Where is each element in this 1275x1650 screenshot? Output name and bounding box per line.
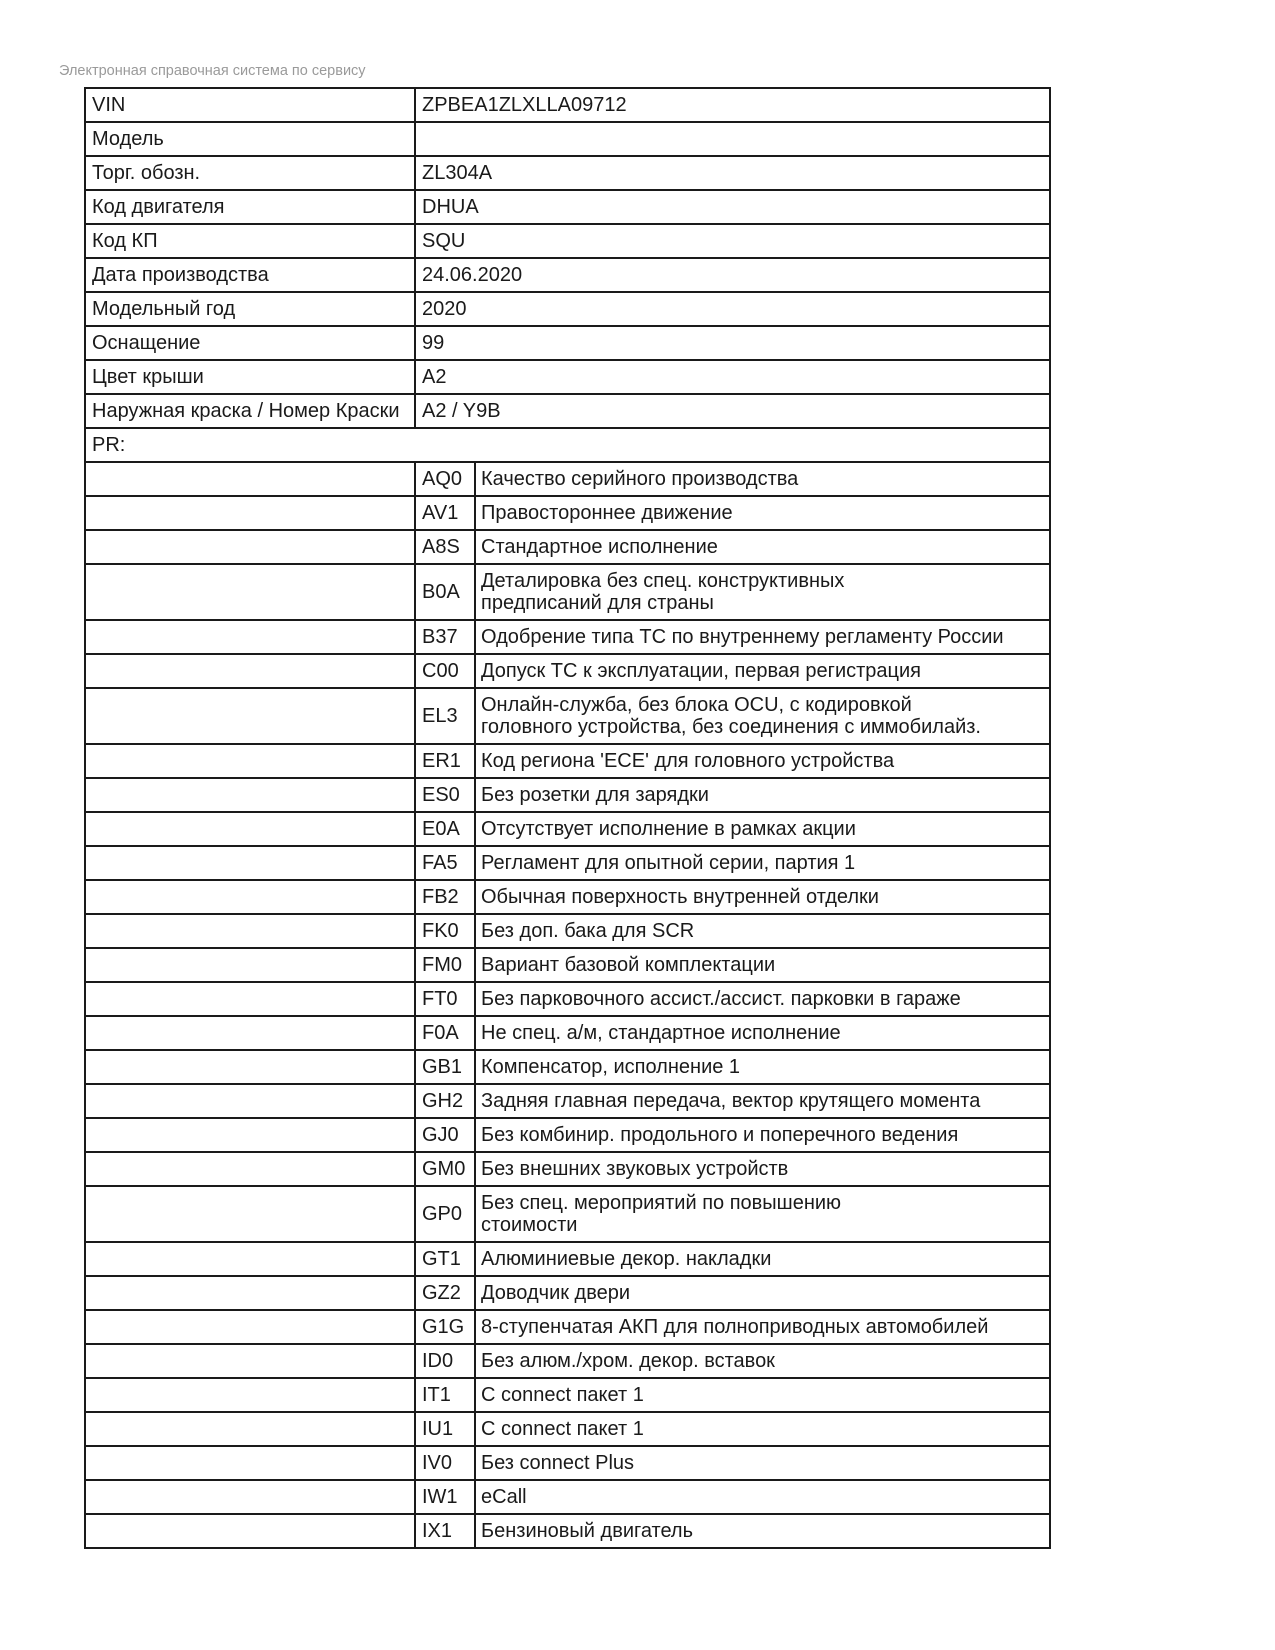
spec-table-body [85,88,1050,1548]
pr-code-row [85,1242,1050,1276]
pr-description-line: Не спец. а/м, стандартное исполнение [481,1022,841,1044]
pr-description [475,846,1050,880]
pr-description-line: Деталировка без спец. конструктивных [481,570,845,592]
pr-code-row [85,948,1050,982]
pr-code-row [85,914,1050,948]
pr-empty-cell [85,1276,415,1310]
pr-empty-cell [85,1016,415,1050]
pr-empty-cell [85,1242,415,1276]
pr-description-line: Обычная поверхность внутренней отделки [481,886,879,908]
pr-description [475,744,1050,778]
pr-empty-cell [85,1412,415,1446]
pr-empty-cell [85,530,415,564]
info-label: Дата производства [85,258,415,292]
pr-description [475,1412,1050,1446]
info-value: A2 / Y9B [415,394,1050,428]
pr-code-row [85,688,1050,744]
pr-empty-cell [85,982,415,1016]
pr-description-line: Без connect Plus [481,1452,635,1474]
pr-description-line: головного устройства, без соединения с иммобилайз. [481,716,981,738]
pr-code-row [85,1378,1050,1412]
info-row [85,292,1050,326]
pr-empty-cell [85,1050,415,1084]
pr-code-row [85,846,1050,880]
pr-description-line: Код региона 'ECE' для головного устройства [481,750,895,772]
info-row [85,258,1050,292]
pr-label: PR: [85,428,1050,462]
pr-empty-cell [85,496,415,530]
info-label: Модельный год [85,292,415,326]
pr-empty-cell [85,1310,415,1344]
pr-description [475,914,1050,948]
pr-empty-cell [85,1378,415,1412]
pr-description [475,1378,1050,1412]
pr-empty-cell [85,1152,415,1186]
pr-description-line: Качество серийного производства [481,468,799,490]
pr-code: GM0 [415,1152,475,1186]
pr-description-line: Без парковочного ассист./ассист. парковки в гараже [481,988,961,1010]
info-row [85,156,1050,190]
pr-code-row [85,1050,1050,1084]
pr-code: GP0 [415,1186,475,1242]
pr-description-line: Регламент для опытной серии, партия 1 [481,852,856,874]
pr-empty-cell [85,620,415,654]
pr-description [475,778,1050,812]
pr-empty-cell [85,846,415,880]
info-row [85,224,1050,258]
pr-description-line: Допуск ТС к эксплуатации, первая регистрация [481,660,921,682]
pr-code: E0A [415,812,475,846]
pr-description [475,1446,1050,1480]
pr-description-line: Без розетки для зарядки [481,784,709,806]
pr-code: IX1 [415,1514,475,1548]
pr-description-line: Правостороннее движение [481,502,733,524]
info-label: VIN [85,88,415,122]
pr-empty-cell [85,1344,415,1378]
info-value: 24.06.2020 [415,258,1050,292]
pr-description-line: Без спец. мероприятий по повышению [481,1192,842,1214]
pr-description [475,1242,1050,1276]
pr-description [475,1276,1050,1310]
pr-code: C00 [415,654,475,688]
pr-code-row [85,1310,1050,1344]
pr-code-row [85,530,1050,564]
vehicle-spec-table [84,87,1051,1549]
pr-description-line: eCall [481,1486,527,1508]
info-label: Наружная краска / Номер Краски [85,394,415,428]
info-value: A2 [415,360,1050,394]
info-value: ZL304A [415,156,1050,190]
pr-code-row [85,982,1050,1016]
pr-empty-cell [85,1480,415,1514]
pr-code: ES0 [415,778,475,812]
pr-empty-cell [85,880,415,914]
info-label: Оснащение [85,326,415,360]
pr-code-row [85,1446,1050,1480]
pr-code: IT1 [415,1378,475,1412]
pr-code: GZ2 [415,1276,475,1310]
pr-empty-cell [85,1446,415,1480]
pr-code: ER1 [415,744,475,778]
pr-description-line: Без комбинир. продольного и поперечного ведения [481,1124,959,1146]
pr-code: FK0 [415,914,475,948]
pr-description [475,564,1050,620]
pr-code: FT0 [415,982,475,1016]
pr-description [475,530,1050,564]
pr-description-line: Без алюм./хром. декор. вставок [481,1350,775,1372]
pr-code: GB1 [415,1050,475,1084]
pr-code: EL3 [415,688,475,744]
info-value: 2020 [415,292,1050,326]
pr-description [475,1480,1050,1514]
info-value: DHUA [415,190,1050,224]
pr-description-line: предписаний для страны [481,592,714,614]
info-label: Код КП [85,224,415,258]
pr-code: IW1 [415,1480,475,1514]
pr-description [475,948,1050,982]
pr-description [475,1050,1050,1084]
pr-code-row [85,880,1050,914]
pr-code-row [85,1514,1050,1548]
info-row [85,122,1050,156]
pr-code-row [85,1186,1050,1242]
pr-code: F0A [415,1016,475,1050]
pr-code: ID0 [415,1344,475,1378]
pr-description-line: 8-ступенчатая АКП для полноприводных автомобилей [481,1316,989,1338]
pr-code-row [85,1118,1050,1152]
pr-code: FA5 [415,846,475,880]
pr-description-line: Задняя главная передача, вектор крутящего момента [481,1090,981,1112]
pr-empty-cell [85,654,415,688]
pr-code-row [85,1152,1050,1186]
pr-empty-cell [85,1186,415,1242]
pr-empty-cell [85,1084,415,1118]
pr-description [475,462,1050,496]
pr-empty-cell [85,462,415,496]
info-value [415,122,1050,156]
pr-code-row [85,1084,1050,1118]
info-value: ZPBEA1ZLXLLA09712 [415,88,1050,122]
pr-code-row [85,1276,1050,1310]
pr-code: FB2 [415,880,475,914]
pr-description-line: Стандартное исполнение [481,536,718,558]
pr-description-line: Вариант базовой комплектации [481,954,776,976]
pr-code: AV1 [415,496,475,530]
pr-code: G1G [415,1310,475,1344]
pr-empty-cell [85,1514,415,1548]
info-row [85,360,1050,394]
pr-code-row [85,564,1050,620]
info-label: Модель [85,122,415,156]
pr-code-row [85,654,1050,688]
pr-description [475,620,1050,654]
pr-description-line: Алюминиевые декор. накладки [481,1248,772,1270]
document-header: Электронная справочная система по сервису [59,63,366,79]
pr-description [475,1152,1050,1186]
pr-description-line: Без внешних звуковых устройств [481,1158,789,1180]
info-row [85,190,1050,224]
pr-code-row [85,1344,1050,1378]
info-row [85,88,1050,122]
pr-code-row [85,1016,1050,1050]
pr-description [475,1344,1050,1378]
pr-header-row [85,428,1050,462]
pr-description-line: Доводчик двери [481,1282,631,1304]
pr-description [475,1084,1050,1118]
pr-description [475,1514,1050,1548]
pr-code-row [85,462,1050,496]
pr-description [475,1186,1050,1242]
pr-description [475,1016,1050,1050]
info-label: Код двигателя [85,190,415,224]
pr-description-line: Без доп. бака для SCR [481,920,695,942]
pr-empty-cell [85,778,415,812]
pr-empty-cell [85,948,415,982]
pr-code-row [85,812,1050,846]
pr-empty-cell [85,914,415,948]
info-label: Цвет крыши [85,360,415,394]
pr-code: GT1 [415,1242,475,1276]
pr-description [475,982,1050,1016]
pr-description-line: Онлайн-служба, без блока OCU, с кодировкой [481,694,912,716]
pr-code: A8S [415,530,475,564]
pr-empty-cell [85,1118,415,1152]
pr-description-line: С connect пакет 1 [481,1384,644,1406]
pr-code: AQ0 [415,462,475,496]
pr-description-line: стоимости [481,1214,578,1236]
pr-description-line: С connect пакет 1 [481,1418,644,1440]
pr-empty-cell [85,688,415,744]
pr-code: B0A [415,564,475,620]
pr-code: FM0 [415,948,475,982]
pr-code-row [85,620,1050,654]
info-value: 99 [415,326,1050,360]
pr-description [475,1310,1050,1344]
pr-code: GH2 [415,1084,475,1118]
pr-code-row [85,1412,1050,1446]
pr-code-row [85,496,1050,530]
pr-empty-cell [85,812,415,846]
info-row [85,394,1050,428]
pr-empty-cell [85,564,415,620]
pr-description [475,496,1050,530]
pr-empty-cell [85,744,415,778]
pr-code-row [85,778,1050,812]
info-row [85,326,1050,360]
pr-description [475,880,1050,914]
pr-description-line: Одобрение типа ТС по внутреннему регламенту России [481,626,1004,648]
pr-code: IV0 [415,1446,475,1480]
pr-description-line: Отсутствует исполнение в рамках акции [481,818,856,840]
pr-code: B37 [415,620,475,654]
pr-description [475,688,1050,744]
pr-description [475,1118,1050,1152]
pr-code: GJ0 [415,1118,475,1152]
pr-description-line: Бензиновый двигатель [481,1520,694,1542]
pr-description [475,812,1050,846]
pr-code: IU1 [415,1412,475,1446]
info-value: SQU [415,224,1050,258]
pr-description-line: Компенсатор, исполнение 1 [481,1056,741,1078]
pr-code-row [85,1480,1050,1514]
pr-code-row [85,744,1050,778]
pr-description [475,654,1050,688]
info-label: Торг. обозн. [85,156,415,190]
